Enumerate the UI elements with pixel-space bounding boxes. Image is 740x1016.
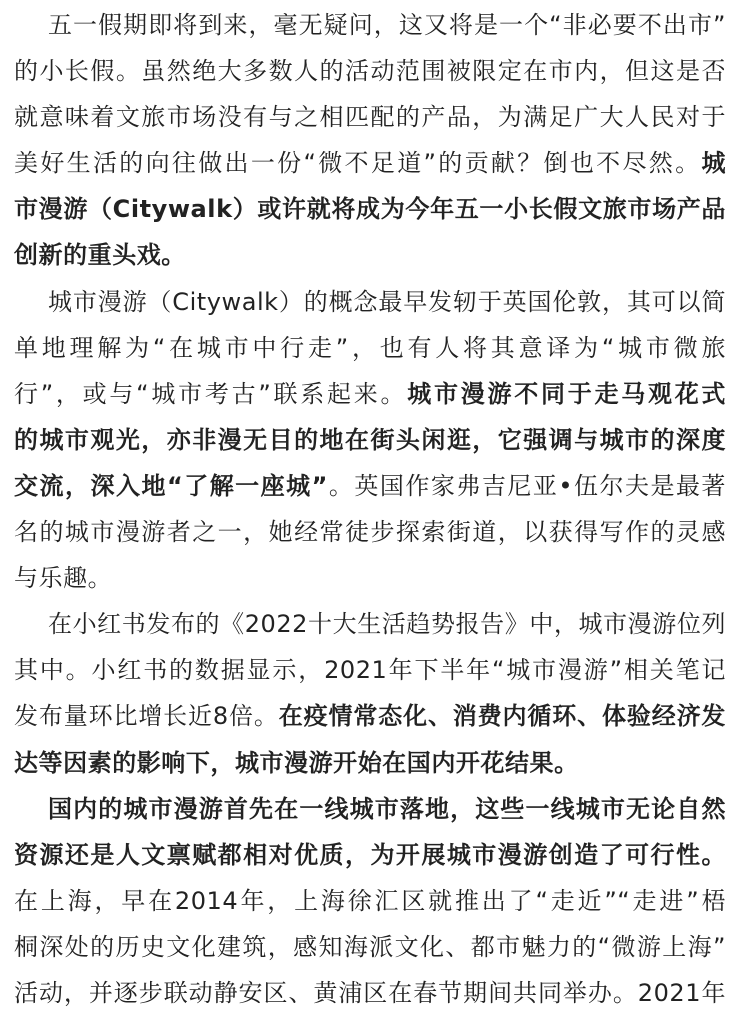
text-segment: 就意味着文旅市场没有与之相匹配的产品，为满足广大人民对于	[14, 103, 726, 132]
text-segment: 美好生活的向往做出一份“微不足道”的贡献？倒也不尽然。	[14, 149, 702, 178]
text-line	[14, 232, 726, 278]
text-segment: 活动，并逐步联动静安区、黄浦区在春节期间共同举办。2021年	[14, 978, 726, 1007]
text-line	[14, 647, 726, 693]
bold-text-segment: 市漫游（Citywalk）或许就将成为今年五一小长假文旅市场产品	[14, 195, 726, 224]
text-segment: 五一假期即将到来，毫无疑问，这又将是一个“非必要不出市”	[48, 11, 726, 39]
text-segment: 名的城市漫游者之一，她经常徒步探索街道，以获得写作的灵感	[14, 518, 726, 547]
bold-text-segment: 城市漫游不同于走马观花式	[407, 379, 726, 408]
text-line	[14, 2, 726, 48]
text-segment: 。英国作家弗吉尼亚•伍尔夫是最著	[327, 471, 726, 500]
article-body	[14, 2, 726, 1016]
text-segment: 城市漫游（Citywalk）的概念最早发轫于英国伦敦，其可以简	[48, 287, 726, 316]
text-line	[14, 48, 726, 94]
text-line	[14, 786, 726, 832]
text-line	[14, 509, 726, 555]
text-line	[14, 417, 726, 463]
bold-text-segment: 达等因素的影响下，城市漫游开始在国内开花结果。	[14, 748, 579, 777]
text-line	[14, 832, 726, 878]
bold-text-segment: 创新的重头戏。	[14, 241, 186, 270]
text-segment: 单地理解为“在城市中行走”，也有人将其意译为“城市微旅	[14, 333, 726, 362]
bold-text-segment: 的城市观光，亦非漫无目的地在街头闲逛，它强调与城市的深度	[14, 425, 726, 454]
text-line	[14, 279, 726, 325]
text-line	[14, 970, 726, 1016]
text-line	[14, 601, 726, 647]
text-segment: 的小长假。虽然绝大多数人的活动范围被限定在市内，但这是否	[14, 57, 726, 86]
text-segment: 在上海，早在2014年，上海徐汇区就推出了“走近”“走进”梧	[14, 886, 726, 915]
text-segment: 发布量环比增长近8倍。	[14, 702, 279, 731]
text-line	[14, 740, 726, 786]
text-line	[14, 463, 726, 509]
bold-text-segment: 交流，深入地“了解一座城”	[14, 471, 328, 500]
text-line	[14, 371, 726, 417]
text-segment: 桐深处的历史文化建筑，感知海派文化、都市魅力的“微游上海”	[14, 932, 726, 961]
text-line	[14, 140, 726, 186]
text-line	[14, 186, 726, 232]
bold-text-segment: 在疫情常态化、消费内循环、体验经济发	[278, 702, 726, 731]
text-line	[14, 94, 726, 140]
text-line	[14, 693, 726, 739]
bold-text-segment: 资源还是人文禀赋都相对优质，为开展城市漫游创造了可行性。	[14, 840, 726, 869]
text-line	[14, 325, 726, 371]
text-line	[14, 555, 726, 601]
bold-text-segment: 城	[701, 149, 726, 178]
text-segment: 行”，或与“城市考古”联系起来。	[14, 379, 408, 408]
text-segment: 与乐趣。	[14, 564, 113, 593]
text-line	[14, 924, 726, 970]
text-segment: 在小红书发布的《2022十大生活趋势报告》中，城市漫游位列	[48, 610, 726, 639]
text-line	[14, 878, 726, 924]
text-segment: 其中。小红书的数据显示，2021年下半年“城市漫游”相关笔记	[14, 656, 726, 685]
bold-text-segment: 国内的城市漫游首先在一线城市落地，这些一线城市无论自然	[48, 794, 726, 823]
